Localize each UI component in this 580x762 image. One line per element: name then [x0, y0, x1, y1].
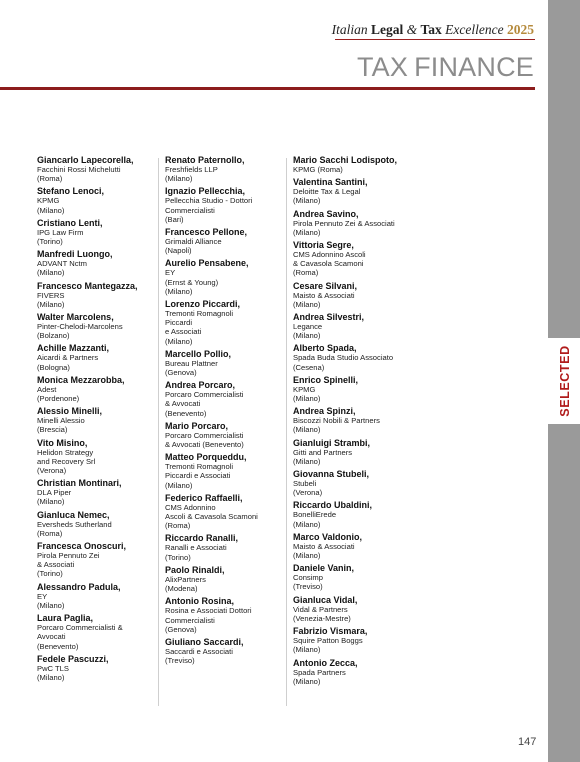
directory-entry — [165, 227, 283, 255]
directory-entry — [293, 209, 411, 237]
directory-entry — [37, 613, 155, 651]
side-tab-label: SELECTED — [558, 345, 572, 417]
entry-detail-line: (Torino) — [37, 569, 63, 579]
entry-name: Enrico Spinelli, — [293, 374, 359, 385]
directory-entry — [37, 343, 155, 371]
entry-detail-line: EY — [37, 591, 48, 601]
entry-detail-line: Pinter-Chelodi-Marcolens — [37, 322, 123, 332]
entry-detail-line: (Bari) — [165, 214, 184, 224]
entry-detail-line: Minelli Alessio — [37, 416, 85, 426]
entry-detail-line: (Milano) — [37, 268, 65, 278]
entry-detail-line: Gitti and Partners — [293, 447, 353, 457]
entry-detail-line: (Bologna) — [37, 362, 70, 372]
directory-entry — [293, 375, 411, 403]
directory-column-3 — [293, 155, 411, 689]
entry-detail-line: (Roma) — [37, 528, 63, 538]
entry-detail-line: (Cesena) — [293, 362, 325, 372]
directory-entry — [165, 421, 283, 449]
entry-name: Francesca Onoscuri, — [37, 541, 127, 552]
entry-detail-line: (Treviso) — [293, 582, 323, 592]
entry-detail-line: (Napoli) — [165, 246, 192, 256]
entry-detail-line: Spada Buda Studio Associato — [293, 353, 394, 363]
directory-entry — [37, 218, 155, 246]
entry-detail-line: FIVERS — [37, 290, 65, 300]
entry-detail-line: & Avvocati — [165, 399, 201, 409]
entry-detail-line: Avvocati — [37, 632, 66, 642]
entry-detail-line: Saccardi e Associati — [165, 646, 233, 656]
directory-entry — [293, 240, 411, 278]
entry-name: Monica Mezzarobba, — [37, 374, 125, 385]
entry-detail-line: CMS Adonnino Ascoli — [293, 250, 366, 260]
entry-detail-line: Stubeli — [293, 479, 317, 489]
entry-detail-line: Vidal & Partners — [293, 604, 348, 614]
entry-detail-line: (Milano) — [293, 227, 321, 237]
directory-entry — [37, 312, 155, 340]
directory-entry — [293, 658, 411, 686]
entry-detail-line: (Milano) — [293, 299, 321, 309]
entry-detail-line: (Milano) — [165, 286, 193, 296]
directory-entry — [165, 565, 283, 593]
header-brand-amp: & — [406, 22, 418, 37]
entry-detail-line: Squire Patton Boggs — [293, 636, 363, 646]
entry-detail-line: Facchini Rossi Michelutti — [37, 165, 121, 174]
directory-entry — [293, 312, 411, 340]
entry-detail-line: e Associati — [165, 327, 202, 337]
directory-entry — [293, 155, 411, 174]
entry-name: Alessandro Padula, — [37, 581, 121, 592]
entry-detail-line: (Genova) — [165, 624, 197, 634]
entry-detail-line: DLA Piper — [37, 488, 72, 498]
entry-detail-line: Grimaldi Alliance — [165, 237, 222, 247]
entry-detail-line: Bureau Plattner — [165, 358, 218, 368]
entry-detail-line: (Milano) — [293, 331, 321, 341]
directory-column-2 — [165, 155, 283, 668]
entry-detail-line: (Milano) — [293, 456, 321, 466]
directory-entry — [165, 380, 283, 418]
entry-name: Paolo Rinaldi, — [165, 564, 225, 575]
page-number: 147 — [518, 736, 537, 748]
entry-detail-line: (Milano) — [293, 196, 321, 206]
entry-name: Alberto Spada, — [293, 343, 357, 354]
column-divider — [158, 158, 159, 706]
section-title-tax: TAX — [356, 52, 409, 82]
entry-detail-line: (Treviso) — [165, 656, 195, 666]
directory-entry — [165, 349, 283, 377]
entry-name: Manfredi Luongo, — [37, 249, 113, 260]
entry-detail-line: Piccardi — [165, 318, 193, 328]
directory-entry — [293, 532, 411, 560]
directory-entry — [37, 406, 155, 434]
entry-detail-line: Pirola Pennuto Zei — [37, 551, 100, 561]
directory-entry — [37, 541, 155, 579]
entry-detail-line: Rosina e Associati Dottori — [165, 606, 252, 616]
entry-name: Vito Misino, — [37, 437, 88, 448]
entry-name: Christian Montinari, — [37, 478, 122, 489]
header-brand-italian: Italian — [331, 22, 368, 37]
entry-detail-line: Pirola Pennuto Zei & Associati — [293, 218, 395, 228]
entry-name: Giovanna Stubeli, — [293, 469, 370, 480]
entry-detail-line: (Roma) — [37, 174, 63, 184]
entry-name: Renato Paternollo, — [165, 155, 245, 165]
entry-name: Federico Raffaelli, — [165, 492, 243, 503]
entry-detail-line: EY — [165, 268, 176, 278]
entry-detail-line: (Verona) — [293, 488, 323, 498]
entry-name: Andrea Savino, — [293, 208, 359, 219]
entry-detail-line: (Roma) — [293, 268, 319, 278]
entry-name: Laura Paglia, — [37, 613, 94, 624]
entry-name: Gianluca Vidal, — [293, 594, 358, 605]
entry-detail-line: (Milano) — [293, 551, 321, 561]
entry-name: Giancarlo Lapecorella, — [37, 155, 134, 165]
entry-detail-line: Ascoli & Cavasola Scamoni — [165, 512, 258, 522]
entry-name: Lorenzo Piccardi, — [165, 299, 241, 310]
entry-detail-line: (Verona) — [37, 466, 67, 476]
entry-detail-line: (Venezia-Mestre) — [293, 613, 351, 623]
entry-detail-line: & Avvocati (Benevento) — [165, 440, 244, 450]
directory-entry — [37, 249, 155, 277]
entry-detail-line: Tremonti Romagnoli — [165, 309, 234, 319]
entry-name: Matteo Porqueddu, — [165, 452, 247, 463]
entry-detail-line: Porcaro Commercialisti & — [37, 623, 123, 633]
entry-detail-line: Commercialisti — [165, 205, 215, 215]
section-title-finance: FINANCE — [414, 52, 534, 82]
entry-detail-line: Piccardi e Associati — [165, 471, 231, 481]
directory-entry — [165, 637, 283, 665]
entry-detail-line: (Milano) — [37, 205, 65, 215]
entry-name: Riccardo Ubaldini, — [293, 500, 373, 511]
section-divider — [0, 87, 535, 90]
entry-name: Achille Mazzanti, — [37, 343, 110, 354]
directory-entry — [293, 406, 411, 434]
section-title — [357, 52, 534, 83]
header-divider — [335, 39, 535, 40]
entry-name: Stefano Lenoci, — [37, 186, 105, 197]
directory-entry — [165, 186, 283, 224]
directory-entry — [37, 582, 155, 610]
entry-name: Marco Valdonio, — [293, 531, 363, 542]
entry-detail-line: (Benevento) — [37, 641, 79, 651]
entry-name: Cesare Silvani, — [293, 280, 358, 291]
directory-entry — [165, 299, 283, 346]
entry-detail-line: KPMG (Roma) — [293, 165, 343, 174]
entry-detail-line: (Milano) — [165, 174, 193, 184]
entry-detail-line: (Milano) — [293, 519, 321, 529]
entry-detail-line: Maisto & Associati — [293, 290, 355, 300]
directory-entry — [293, 563, 411, 591]
directory-entry — [293, 177, 411, 205]
entry-detail-line: Adest — [37, 384, 57, 394]
entry-name: Antonio Rosina, — [165, 596, 234, 607]
entry-detail-line: Deloitte Tax & Legal — [293, 187, 361, 197]
entry-name: Riccardo Ranalli, — [165, 533, 239, 544]
entry-name: Andrea Silvestri, — [293, 312, 365, 323]
entry-detail-line: (Modena) — [165, 584, 198, 594]
entry-name: Gianluigi Strambi, — [293, 437, 371, 448]
publication-header — [332, 22, 534, 38]
entry-detail-line: & Cavasola Scamoni — [293, 259, 364, 269]
entry-name: Alessio Minelli, — [37, 406, 103, 417]
entry-detail-line: (Brescia) — [37, 425, 68, 435]
entry-detail-line: Aicardi & Partners — [37, 353, 99, 363]
directory-entry — [37, 186, 155, 214]
directory-entry — [37, 438, 155, 476]
entry-detail-line: ADVANT Nctm — [37, 259, 87, 269]
directory-entry — [37, 281, 155, 309]
header-brand-legal: Legal — [371, 22, 404, 37]
directory-entry — [165, 452, 283, 490]
directory-column-1 — [37, 155, 155, 685]
entry-detail-line: CMS Adonnino — [165, 502, 216, 512]
entry-detail-line: Porcaro Commercialisti — [165, 430, 244, 440]
entry-name: Antonio Zecca, — [293, 657, 358, 668]
entry-detail-line: Maisto & Associati — [293, 541, 355, 551]
directory-entry — [293, 469, 411, 497]
entry-detail-line: & Associati — [37, 560, 75, 570]
entry-detail-line: KPMG — [293, 384, 316, 394]
header-brand-tax: Tax — [420, 22, 442, 37]
entry-name: Marcello Pollio, — [165, 348, 232, 359]
entry-name: Andrea Spinzi, — [293, 406, 356, 417]
entry-detail-line: and Recovery Srl — [37, 456, 96, 466]
entry-detail-line: Legance — [293, 322, 323, 332]
entry-detail-line: (Ernst & Young) — [165, 277, 219, 287]
entry-name: Gianluca Nemec, — [37, 509, 110, 520]
entry-detail-line: (Pordenone) — [37, 394, 80, 404]
entry-detail-line: Biscozzi Nobili & Partners — [293, 416, 380, 426]
header-brand-excellence: Excellence — [445, 22, 504, 37]
entry-name: Francesco Mantegazza, — [37, 280, 138, 291]
directory-entry — [37, 510, 155, 538]
entry-detail-line: PwC TLS — [37, 663, 69, 673]
entry-detail-line: Pellecchia Studio - Dottori — [165, 196, 253, 206]
entry-name: Mario Porcaro, — [165, 420, 229, 431]
entry-name: Fabrizio Vismara, — [293, 626, 368, 637]
entry-name: Daniele Vanin, — [293, 563, 355, 574]
entry-detail-line: (Milano) — [293, 645, 321, 655]
entry-name: Walter Marcolens, — [37, 312, 114, 323]
entry-detail-line: BonelliErede — [293, 510, 337, 520]
entry-detail-line: (Torino) — [37, 237, 63, 247]
entry-detail-line: (Milano) — [165, 336, 193, 346]
entry-detail-line: AlixPartners — [165, 574, 206, 584]
directory-entry — [293, 343, 411, 371]
entry-detail-line: (Milano) — [37, 672, 65, 682]
directory-entry — [165, 493, 283, 531]
directory-entry — [293, 281, 411, 309]
directory-entry — [165, 596, 283, 634]
directory-entry — [165, 155, 283, 183]
directory-entry — [37, 375, 155, 403]
directory-entry — [165, 258, 283, 296]
entry-detail-line: (Genova) — [165, 368, 197, 378]
entry-detail-line: (Bolzano) — [37, 331, 70, 341]
entry-name: Cristiano Lenti, — [37, 217, 103, 228]
entry-detail-line: Consimp — [293, 573, 323, 583]
entry-detail-line: (Milano) — [293, 425, 321, 435]
entry-name: Ignazio Pellecchia, — [165, 186, 246, 197]
entry-detail-line: IPG Law Firm — [37, 227, 84, 237]
entry-name: Giuliano Saccardi, — [165, 636, 244, 647]
directory-entry — [293, 500, 411, 528]
entry-name: Fedele Pascuzzi, — [37, 653, 109, 664]
entry-detail-line: KPMG — [37, 196, 60, 206]
entry-name: Valentina Santini, — [293, 177, 368, 188]
column-divider — [286, 158, 287, 706]
entry-detail-line: Helidon Strategy — [37, 447, 94, 457]
entry-detail-line: Ranalli e Associati — [165, 543, 227, 553]
entry-name: Francesco Pellone, — [165, 227, 248, 238]
entry-detail-line: (Milano) — [37, 299, 65, 309]
entry-detail-line: Porcaro Commercialisti — [165, 390, 244, 400]
entry-detail-line: (Milano) — [293, 676, 321, 686]
directory-entry — [37, 478, 155, 506]
entry-detail-line: (Torino) — [165, 552, 191, 562]
entry-detail-line: (Milano) — [293, 394, 321, 404]
header-brand-year: 2025 — [507, 22, 534, 37]
directory-entry — [37, 155, 155, 183]
entry-detail-line: (Milano) — [165, 480, 193, 490]
entry-detail-line: Freshfields LLP — [165, 165, 218, 174]
directory-entry — [293, 438, 411, 466]
entry-name: Andrea Porcaro, — [165, 380, 236, 391]
entry-detail-line: (Milano) — [37, 497, 65, 507]
entry-name: Mario Sacchi Lodispoto, — [293, 155, 398, 165]
entry-detail-line: Eversheds Sutherland — [37, 519, 112, 529]
directory-entry — [293, 595, 411, 623]
directory-entry — [293, 626, 411, 654]
entry-name: Vittoria Segre, — [293, 240, 354, 251]
entry-name: Aurelio Pensabene, — [165, 258, 249, 269]
directory-entry — [37, 654, 155, 682]
entry-detail-line: (Roma) — [165, 521, 191, 531]
entry-detail-line: Spada Partners — [293, 667, 346, 677]
directory-entry — [165, 533, 283, 561]
entry-detail-line: (Milano) — [37, 600, 65, 610]
entry-detail-line: Commercialisti — [165, 615, 215, 625]
entry-detail-line: (Benevento) — [165, 408, 207, 418]
entry-detail-line: Tremonti Romagnoli — [165, 462, 234, 472]
